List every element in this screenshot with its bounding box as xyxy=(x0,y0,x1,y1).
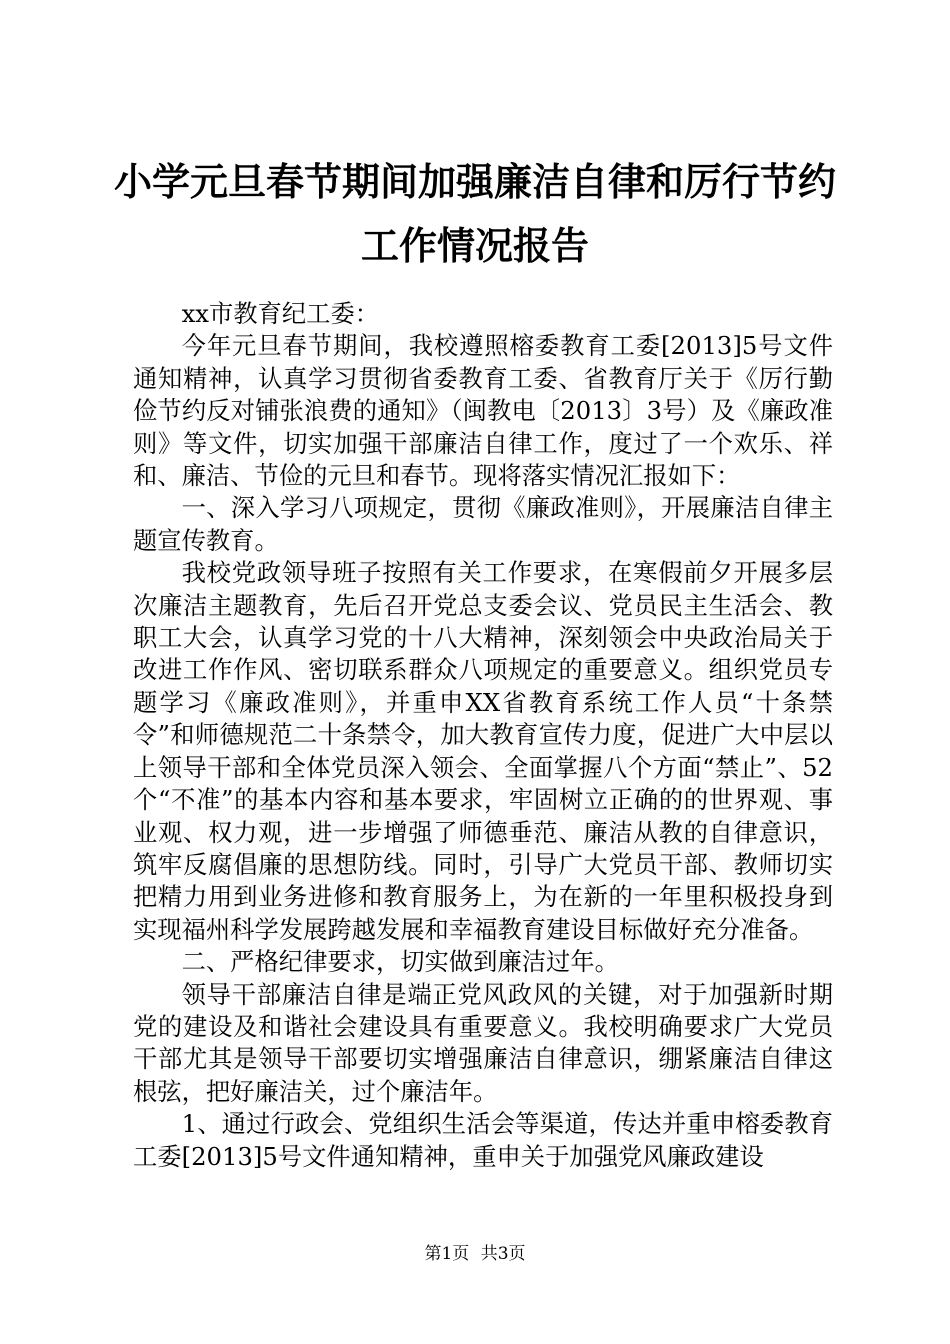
list-item: 1、通过行政会、党组织生活会等渠道，传达并重申榕委教育工委[2013]5号文件通知精神，重申关于加强党风廉政建设 xyxy=(133,1109,833,1171)
body-paragraph: 今年元旦春节期间，我校遵照榕委教育工委[2013]5号文件通知精神，认真学习贯彻省委教育工委、省教育厅关于《厉行勤俭节约反对铺张浪费的通知》（闽教电〔2013〕3号）及《廉政准则》等文件，切实加强干部廉洁自律工作，度过了一个欢乐、祥和、廉洁、节俭的元旦和春节。现将落实情况汇报如下： xyxy=(133,331,833,491)
body-paragraph: 领导干部廉洁自律是端正党风政风的关键，对于加强新时期党的建设及和谐社会建设具有重要意义。我校明确要求广大党员干部尤其是领导干部要切实增强廉洁自律意识，绷紧廉洁自律这根弦，把好廉洁关，过个廉洁年。 xyxy=(133,979,833,1106)
page-number: 第1页 xyxy=(424,1244,470,1264)
section-heading: 二、严格纪律要求，切实做到廉洁过年。 xyxy=(181,947,619,977)
salutation: xx市教育纪工委： xyxy=(181,299,380,328)
document-body xyxy=(133,298,833,1173)
page-total: 共3页 xyxy=(480,1244,526,1264)
section-heading: 一、深入学习八项规定，贯彻《廉政准则》，开展廉洁自律主题宣传教育。 xyxy=(133,493,833,555)
body-paragraph: 我校党政领导班子按照有关工作要求，在寒假前夕开展多层次廉洁主题教育，先后召开党总支委会议、党员民主生活会、教职工大会，认真学习党的十八大精神，深刻领会中央政治局关于改进工作作风、密切联系群众八项规定的重要意义。组织党员专题学习《廉政准则》，并重申XX省教育系统工作人员“十条禁令”和师德规范二十条禁令，加大教育宣传力度，促进广大中层以上领导干部和全体党员深入领会、全面掌握八个方面“禁止”、52个“不准”的基本内容和基本要求，牢固树立正确的的世界观、事业观、权力观，进一步增强了师德垂范、廉洁从教的自律意识，筑牢反腐倡廉的思想防线。同时，引导广大党员干部、教师切实把精力用到业务进修和教育服务上，为在新的一年里积极投身到实现福州科学发展跨越发展和幸福教育建设目标做好充分准备。 xyxy=(133,558,833,944)
document-title: 小学元旦春节期间加强廉洁自律和厉行节约工作情况报告 xyxy=(113,159,836,268)
page-footer xyxy=(0,1242,950,1266)
